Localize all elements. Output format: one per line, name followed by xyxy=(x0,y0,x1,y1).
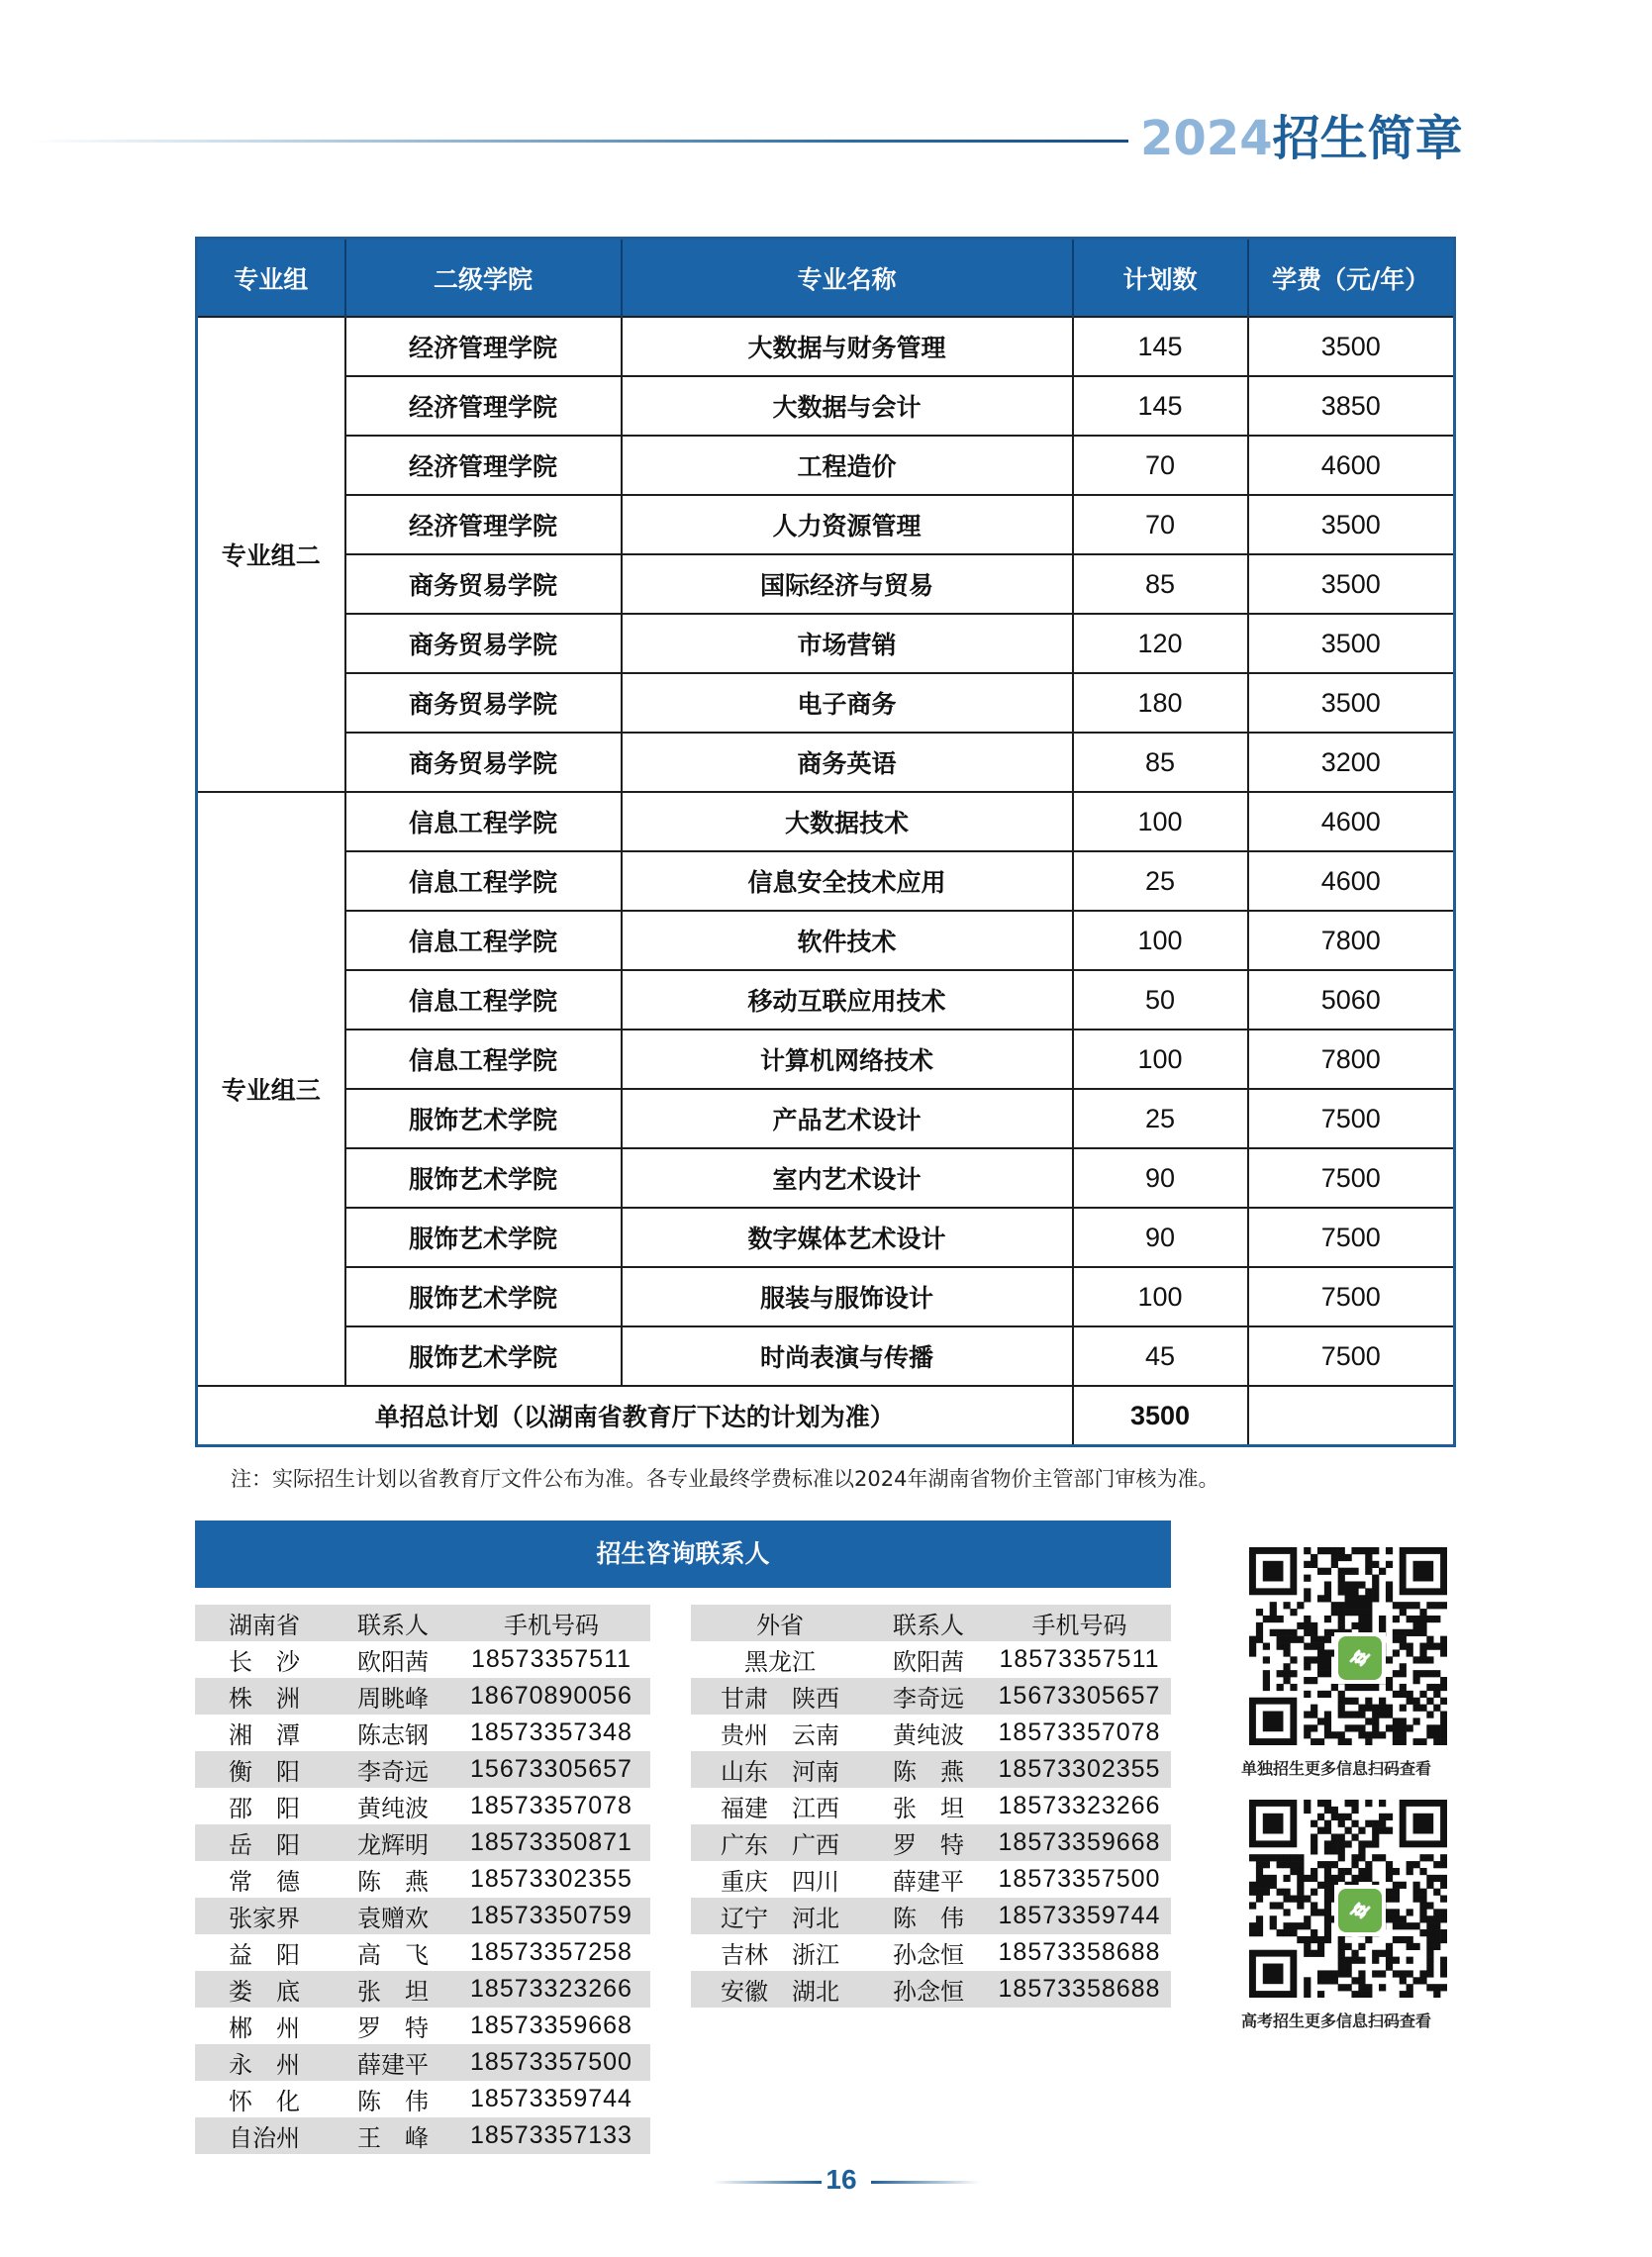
region-cell: 邵 阳 xyxy=(229,1795,300,1822)
list-item xyxy=(195,1788,650,1824)
enrollment-plan-table xyxy=(195,237,1456,1447)
college-cell: 信息工程学院 xyxy=(345,970,622,1030)
college-cell: 服饰艺术学院 xyxy=(345,1326,622,1386)
college-cell: 信息工程学院 xyxy=(345,1030,622,1089)
phone-number: 15673305657 xyxy=(988,1678,1171,1715)
footnote: 注：实际招生计划以省教育厅文件公布为准。各专业最终学费标准以2024年湖南省物价主管部门审核为准。 xyxy=(231,1467,1219,1491)
college-cell: 服饰艺术学院 xyxy=(345,1267,622,1326)
phone-number: 18573302355 xyxy=(988,1751,1171,1788)
contacts-header-row xyxy=(691,1605,1171,1641)
table-row xyxy=(197,554,1455,614)
contact-name: 袁赠欢 xyxy=(334,1898,452,1934)
contact-name: 陈 燕 xyxy=(869,1751,988,1788)
tuition-cell: 3850 xyxy=(1248,376,1455,436)
list-item xyxy=(195,2008,650,2044)
list-item xyxy=(691,1971,1171,2008)
total-value: 3500 xyxy=(1073,1386,1248,1446)
list-item xyxy=(691,1751,1171,1788)
region-cell: 怀 化 xyxy=(229,2088,300,2115)
college-cell: 商务贸易学院 xyxy=(345,554,622,614)
page-header-title xyxy=(1140,103,1463,174)
phone-header: 手机号码 xyxy=(452,1605,650,1641)
major-cell: 信息安全技术应用 xyxy=(622,851,1073,911)
region-cell: 娄 底 xyxy=(195,1971,334,2008)
tuition-cell: 4600 xyxy=(1248,436,1455,495)
plan-count-cell: 25 xyxy=(1073,851,1248,911)
college-cell: 经济管理学院 xyxy=(345,376,622,436)
major-cell: 大数据与财务管理 xyxy=(622,317,1073,376)
table-row xyxy=(197,673,1455,733)
list-item xyxy=(195,1861,650,1898)
region-cell: 山东 河南 xyxy=(691,1751,869,1788)
qr-caption-independent: 单独招生更多信息扫码查看 xyxy=(1241,1759,1432,1778)
group-cell: 专业组三 xyxy=(197,792,345,1386)
college-cell: 经济管理学院 xyxy=(345,317,622,376)
phone-number: 18573357500 xyxy=(452,2044,650,2081)
table-row xyxy=(197,733,1455,792)
phone-number: 18573358688 xyxy=(998,1938,1161,1966)
plan-count-cell: 85 xyxy=(1073,733,1248,792)
contact-header: 联系人 xyxy=(869,1605,988,1641)
plan-count-cell: 100 xyxy=(1073,1030,1248,1089)
list-item xyxy=(195,1715,650,1751)
major-cell: 数字媒体艺术设计 xyxy=(622,1208,1073,1267)
major-cell: 商务英语 xyxy=(622,733,1073,792)
major-cell: 电子商务 xyxy=(622,673,1073,733)
major-cell: 计算机网络技术 xyxy=(622,1030,1073,1089)
tuition-cell: 3500 xyxy=(1248,554,1455,614)
region-cell: 福建 江西 xyxy=(721,1795,839,1822)
tuition-cell: 7500 xyxy=(1248,1148,1455,1208)
major-cell: 人力资源管理 xyxy=(622,495,1073,554)
contact-name: 黄纯波 xyxy=(893,1721,964,1749)
tuition-cell: 7500 xyxy=(1248,1326,1455,1386)
contact-name: 罗 特 xyxy=(357,2014,429,2042)
phone-number: 18670890056 xyxy=(452,1678,650,1715)
list-item xyxy=(195,1641,650,1678)
contact-name: 周眺峰 xyxy=(334,1678,452,1715)
region-header: 外省 xyxy=(691,1605,869,1641)
phone-number: 18573357078 xyxy=(998,1718,1161,1746)
region-cell: 自治州 xyxy=(195,2117,334,2154)
contact-name: 欧阳茜 xyxy=(357,1648,429,1676)
tuition-cell: 3500 xyxy=(1248,614,1455,673)
tuition-cell: 7500 xyxy=(1248,1089,1455,1148)
phone-number: 18573350759 xyxy=(452,1898,650,1934)
qr-caption-gaokao: 高考招生更多信息扫码查看 xyxy=(1241,2012,1432,2030)
region-cell: 岳 阳 xyxy=(195,1824,334,1861)
list-item xyxy=(195,2081,650,2117)
major-cell: 大数据与会计 xyxy=(622,376,1073,436)
table-row xyxy=(197,436,1455,495)
list-item xyxy=(195,2044,650,2081)
phone-number: 18573357078 xyxy=(470,1792,632,1819)
region-cell: 辽宁 河北 xyxy=(691,1898,869,1934)
list-item xyxy=(691,1715,1171,1751)
college-cell: 信息工程学院 xyxy=(345,792,622,851)
region-cell: 长 沙 xyxy=(229,1648,300,1676)
contact-name: 张 坦 xyxy=(334,1971,452,2008)
list-item xyxy=(195,1934,650,1971)
table-row xyxy=(197,1148,1455,1208)
region-cell: 黑龙江 xyxy=(744,1648,816,1676)
phone-number: 18573357258 xyxy=(470,1938,632,1966)
region-header: 湖南省 xyxy=(195,1605,334,1641)
contact-name: 陈 伟 xyxy=(869,1898,988,1934)
college-cell: 服饰艺术学院 xyxy=(345,1148,622,1208)
plan-count-cell: 70 xyxy=(1073,436,1248,495)
plan-count-cell: 120 xyxy=(1073,614,1248,673)
qr-code-graphic xyxy=(1249,1547,1447,1745)
list-item xyxy=(195,2117,650,2154)
tuition-cell: 7800 xyxy=(1248,911,1455,970)
tuition-cell: 3500 xyxy=(1248,495,1455,554)
plan-count-cell: 100 xyxy=(1073,911,1248,970)
region-cell: 湘 潭 xyxy=(229,1721,300,1749)
page-rule-right xyxy=(871,2181,980,2184)
tuition-cell: 5060 xyxy=(1248,970,1455,1030)
list-item xyxy=(691,1861,1171,1898)
tuition-cell: 3500 xyxy=(1248,317,1455,376)
tuition-cell: 7800 xyxy=(1248,1030,1455,1089)
phone-number: 18573323266 xyxy=(452,1971,650,2008)
region-cell: 株 洲 xyxy=(195,1678,334,1715)
contact-name: 陈 伟 xyxy=(357,2088,429,2115)
page-number: 16 xyxy=(826,2164,857,2195)
header-year: 2024 xyxy=(1140,111,1273,166)
phone-number: 18573302355 xyxy=(470,1865,632,1893)
table-row xyxy=(197,851,1455,911)
contact-name: 陈志钢 xyxy=(357,1721,429,1749)
phone-number: 18573357511 xyxy=(999,1645,1160,1673)
plan-count-cell: 100 xyxy=(1073,792,1248,851)
qr-code-independent[interactable] xyxy=(1249,1547,1447,1745)
region-cell: 吉林 浙江 xyxy=(721,1941,839,1969)
list-item xyxy=(691,1788,1171,1824)
contact-name: 陈 燕 xyxy=(357,1868,429,1896)
tuition-cell: 4600 xyxy=(1248,792,1455,851)
group-cell: 专业组二 xyxy=(197,317,345,792)
contact-name: 龙辉明 xyxy=(334,1824,452,1861)
phone-number: 18573359744 xyxy=(470,2085,632,2112)
header-rule xyxy=(30,140,1128,143)
region-cell: 益 阳 xyxy=(229,1941,300,1969)
header-text: 招生简章 xyxy=(1272,111,1463,166)
phone-number: 18573359668 xyxy=(470,2012,632,2039)
college-cell: 信息工程学院 xyxy=(345,911,622,970)
table-body xyxy=(197,317,1455,1446)
plan-count-cell: 70 xyxy=(1073,495,1248,554)
region-cell: 安徽 湖北 xyxy=(691,1971,869,2008)
college-cell: 服饰艺术学院 xyxy=(345,1208,622,1267)
contact-header: 联系人 xyxy=(334,1605,452,1641)
contact-name: 张 坦 xyxy=(893,1795,964,1822)
qr-code-graphic xyxy=(1249,1800,1447,1998)
table-row xyxy=(197,1326,1455,1386)
qr-code-gaokao[interactable] xyxy=(1249,1800,1447,1998)
region-cell: 张家界 xyxy=(195,1898,334,1934)
region-cell: 重庆 四川 xyxy=(721,1868,839,1896)
phone-number: 18573357500 xyxy=(998,1865,1161,1893)
contact-name: 高 飞 xyxy=(357,1941,429,1969)
tuition-cell: 3500 xyxy=(1248,673,1455,733)
plan-count-cell: 25 xyxy=(1073,1089,1248,1148)
plan-count-cell: 180 xyxy=(1073,673,1248,733)
major-cell: 市场营销 xyxy=(622,614,1073,673)
table-row xyxy=(197,1267,1455,1326)
total-row xyxy=(197,1386,1455,1446)
tuition-cell: 4600 xyxy=(1248,851,1455,911)
list-item xyxy=(195,1971,650,2008)
list-item xyxy=(691,1678,1171,1715)
college-cell: 商务贸易学院 xyxy=(345,733,622,792)
table-row xyxy=(197,911,1455,970)
list-item xyxy=(195,1824,650,1861)
phone-number: 15673305657 xyxy=(452,1751,650,1788)
phone-number: 18573359668 xyxy=(988,1824,1171,1861)
page-rule-left xyxy=(713,2181,822,2184)
col-header-plan: 计划数 xyxy=(1073,239,1248,318)
major-cell: 工程造价 xyxy=(622,436,1073,495)
col-header-major: 专业名称 xyxy=(622,239,1073,318)
list-item xyxy=(195,1898,650,1934)
college-cell: 商务贸易学院 xyxy=(345,673,622,733)
list-item xyxy=(691,1641,1171,1678)
college-cell: 信息工程学院 xyxy=(345,851,622,911)
plan-count-cell: 85 xyxy=(1073,554,1248,614)
region-cell: 贵州 云南 xyxy=(721,1721,839,1749)
table-row xyxy=(197,614,1455,673)
contacts-banner: 招生咨询联系人 xyxy=(195,1521,1171,1588)
contacts-header-row xyxy=(195,1605,650,1641)
table-row xyxy=(197,970,1455,1030)
contact-name: 王 峰 xyxy=(334,2117,452,2154)
total-label: 单招总计划（以湖南省教育厅下达的计划为准） xyxy=(197,1386,1073,1446)
plan-count-cell: 100 xyxy=(1073,1267,1248,1326)
college-cell: 经济管理学院 xyxy=(345,495,622,554)
list-item xyxy=(195,1751,650,1788)
table-row xyxy=(197,376,1455,436)
table-row xyxy=(197,495,1455,554)
table-row xyxy=(197,1208,1455,1267)
major-cell: 国际经济与贸易 xyxy=(622,554,1073,614)
table-row xyxy=(197,792,1455,851)
phone-number: 18573357133 xyxy=(452,2117,650,2154)
phone-number: 18573358688 xyxy=(988,1971,1171,2008)
major-cell: 室内艺术设计 xyxy=(622,1148,1073,1208)
major-cell: 产品艺术设计 xyxy=(622,1089,1073,1148)
table-row xyxy=(197,1089,1455,1148)
contact-name: 孙念恒 xyxy=(869,1971,988,2008)
contact-name: 李奇远 xyxy=(334,1751,452,1788)
contact-name: 薛建平 xyxy=(893,1868,964,1896)
table-header-row xyxy=(197,239,1455,318)
other-province-contacts-table xyxy=(691,1605,1171,2008)
table-row xyxy=(197,1030,1455,1089)
list-item xyxy=(195,1678,650,1715)
phone-number: 18573359744 xyxy=(988,1898,1171,1934)
plan-count-cell: 145 xyxy=(1073,317,1248,376)
phone-number: 18573350871 xyxy=(452,1824,650,1861)
major-cell: 服装与服饰设计 xyxy=(622,1267,1073,1326)
region-cell: 甘肃 陕西 xyxy=(691,1678,869,1715)
contact-name: 李奇远 xyxy=(869,1678,988,1715)
contact-name: 欧阳茜 xyxy=(893,1648,964,1676)
major-cell: 软件技术 xyxy=(622,911,1073,970)
college-cell: 服饰艺术学院 xyxy=(345,1089,622,1148)
phone-header: 手机号码 xyxy=(988,1605,1171,1641)
region-cell: 广东 广西 xyxy=(691,1824,869,1861)
total-fee-empty xyxy=(1248,1386,1455,1446)
major-cell: 大数据技术 xyxy=(622,792,1073,851)
list-item xyxy=(691,1824,1171,1861)
region-cell: 郴 州 xyxy=(229,2014,300,2042)
tuition-cell: 7500 xyxy=(1248,1208,1455,1267)
tuition-cell: 7500 xyxy=(1248,1267,1455,1326)
college-cell: 经济管理学院 xyxy=(345,436,622,495)
col-header-group: 专业组 xyxy=(197,239,345,318)
contact-name: 黄纯波 xyxy=(357,1795,429,1822)
major-cell: 时尚表演与传播 xyxy=(622,1326,1073,1386)
region-cell: 永 州 xyxy=(195,2044,334,2081)
col-header-college: 二级学院 xyxy=(345,239,622,318)
phone-number: 18573357348 xyxy=(470,1718,632,1746)
contact-name: 孙念恒 xyxy=(893,1941,964,1969)
plan-count-cell: 90 xyxy=(1073,1208,1248,1267)
college-cell: 商务贸易学院 xyxy=(345,614,622,673)
phone-number: 18573323266 xyxy=(998,1792,1161,1819)
tuition-cell: 3200 xyxy=(1248,733,1455,792)
plan-count-cell: 145 xyxy=(1073,376,1248,436)
phone-number: 18573357511 xyxy=(470,1645,632,1673)
list-item xyxy=(691,1934,1171,1971)
plan-count-cell: 90 xyxy=(1073,1148,1248,1208)
col-header-fee: 学费（元/年） xyxy=(1248,239,1455,318)
table-row xyxy=(197,317,1455,376)
contact-name: 薛建平 xyxy=(334,2044,452,2081)
region-cell: 常 德 xyxy=(229,1868,300,1896)
region-cell: 衡 阳 xyxy=(195,1751,334,1788)
hunan-contacts-table xyxy=(195,1605,650,2154)
plan-count-cell: 45 xyxy=(1073,1326,1248,1386)
contact-name: 罗 特 xyxy=(869,1824,988,1861)
major-cell: 移动互联应用技术 xyxy=(622,970,1073,1030)
plan-count-cell: 50 xyxy=(1073,970,1248,1030)
list-item xyxy=(691,1898,1171,1934)
